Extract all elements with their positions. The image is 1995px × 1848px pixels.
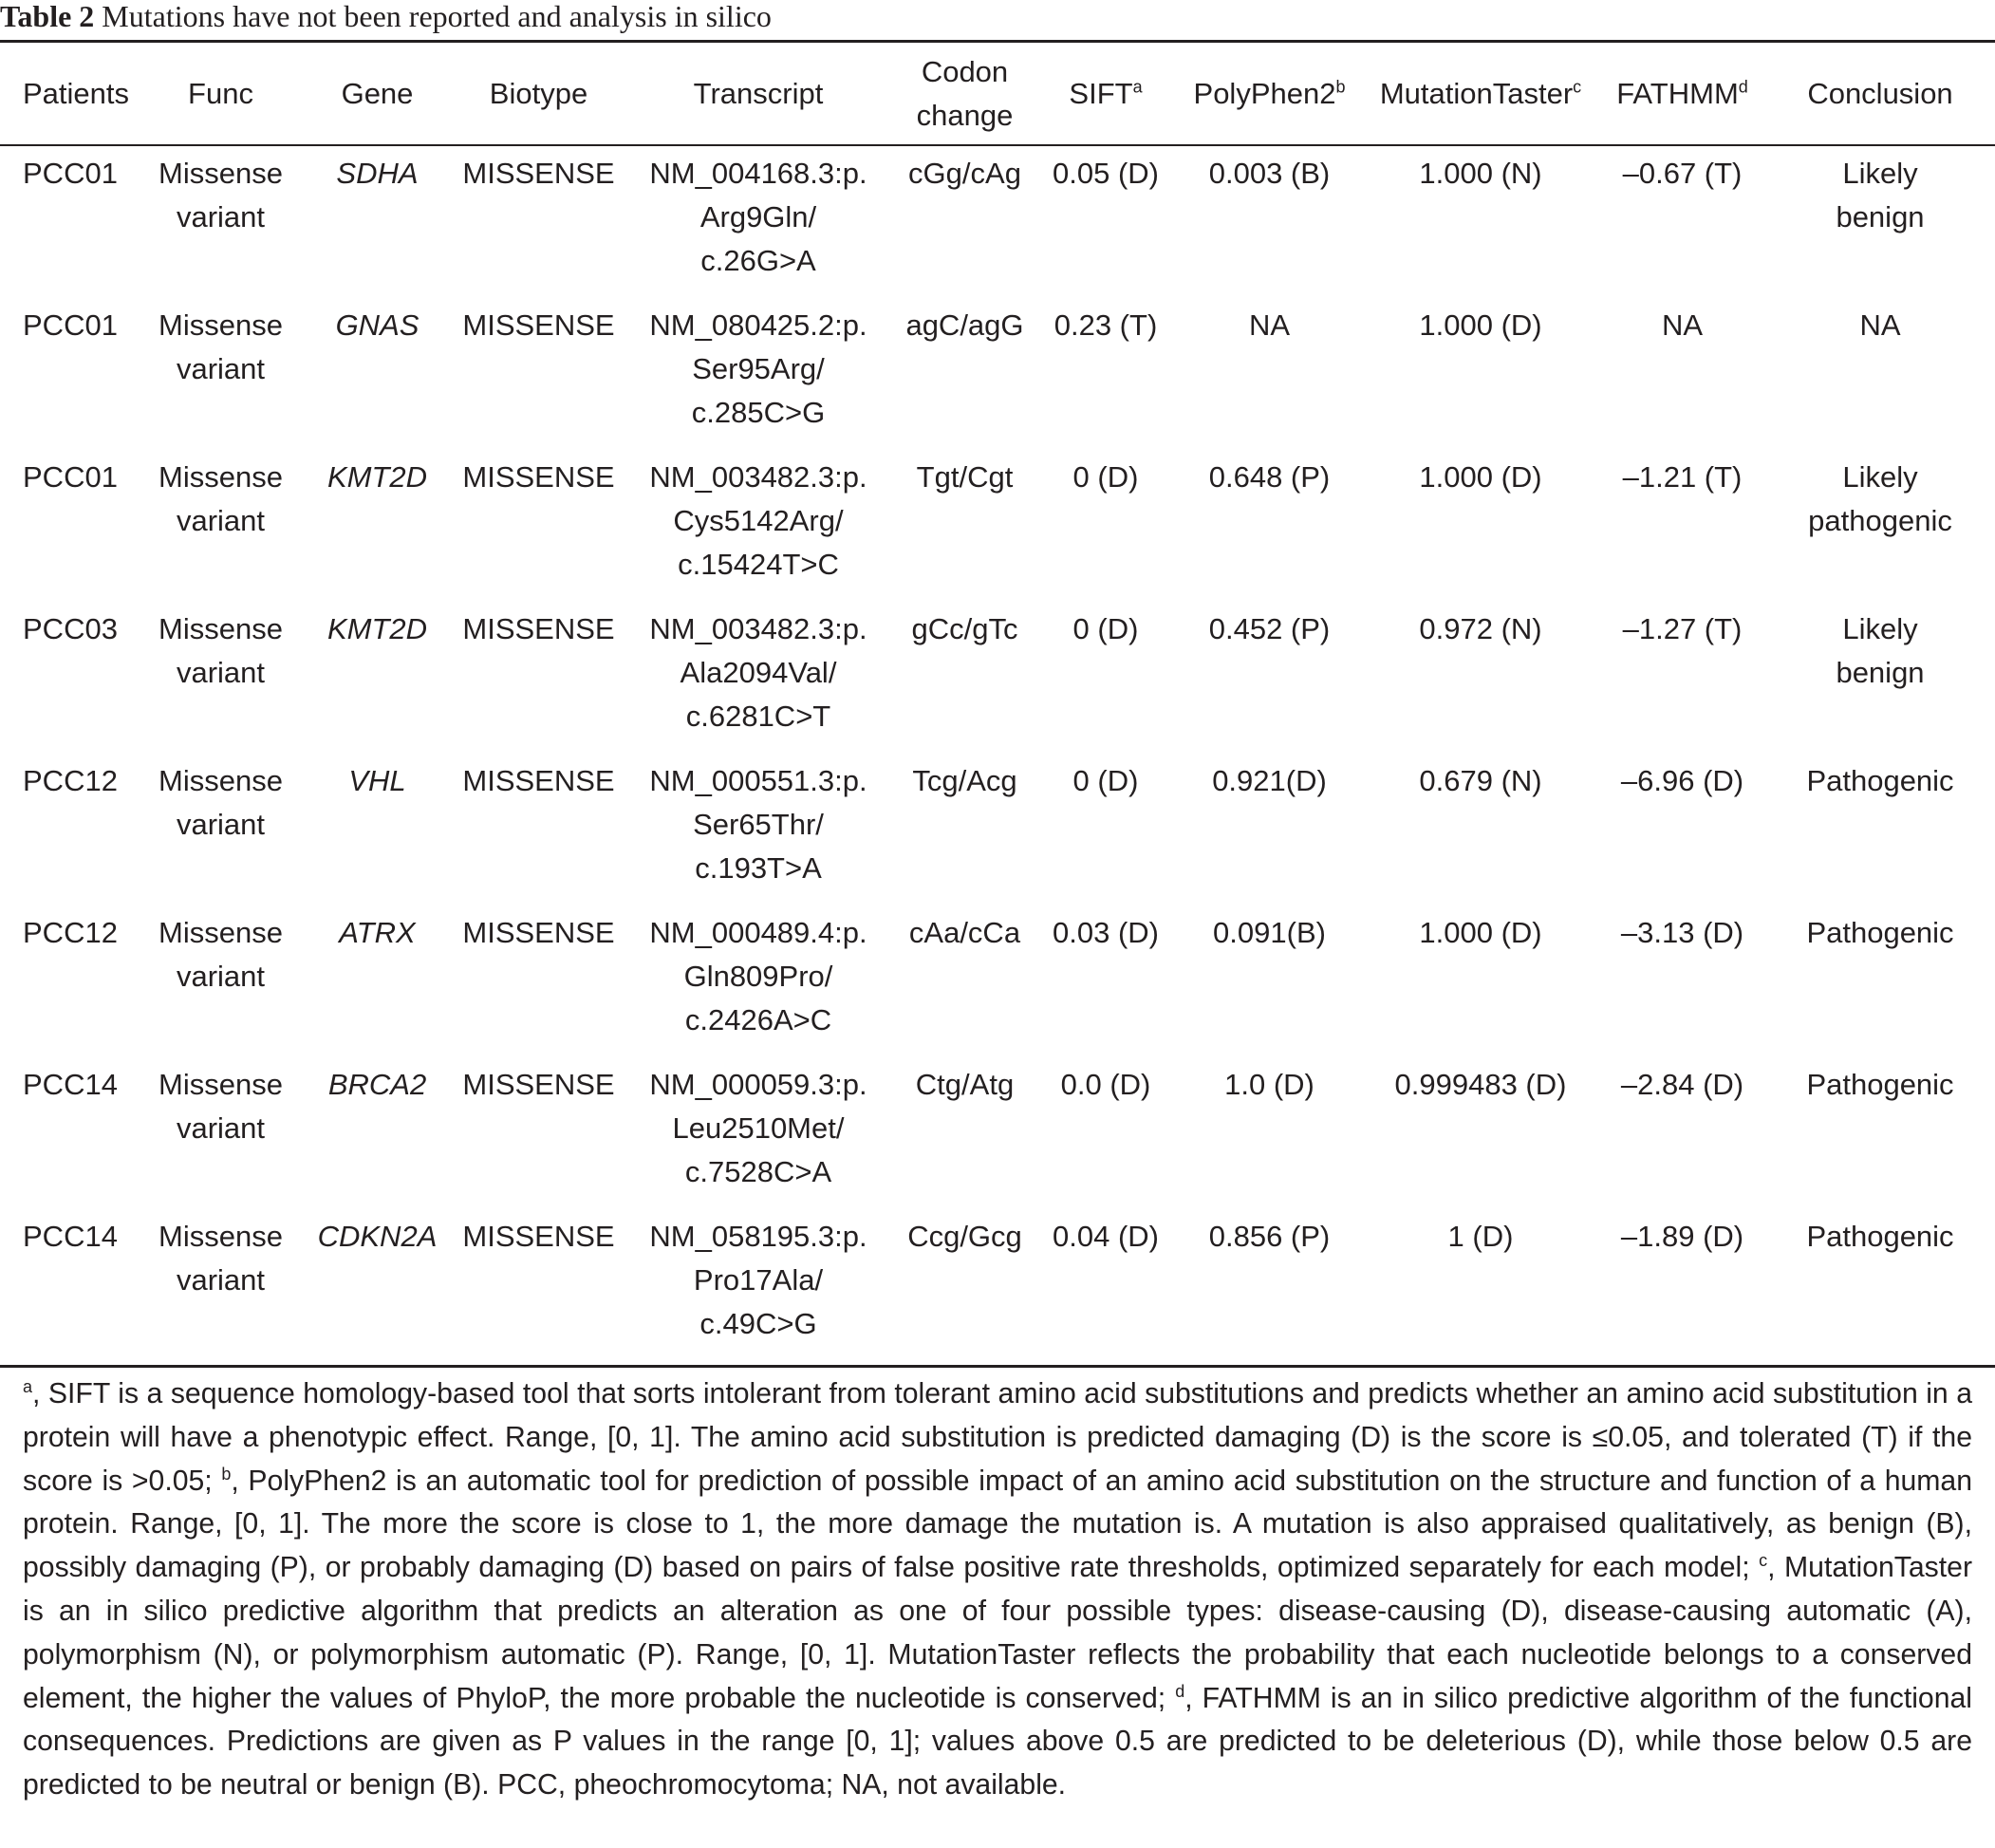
cell-biotype: MISSENSE — [462, 612, 615, 645]
cell-gene: KMT2D — [326, 612, 428, 645]
cell-fathmm: NA — [1661, 308, 1704, 342]
table-row — [0, 1063, 1995, 1215]
cell-conclusion: Pathogenic — [1806, 1068, 1954, 1101]
cell-mutationtaster: 0.679 (N) — [1419, 764, 1542, 797]
table-body — [0, 144, 1995, 1367]
col-header-func: Func — [188, 76, 253, 110]
cell-gene: GNAS — [335, 308, 420, 342]
cell-conclusion: Pathogenic — [1806, 764, 1954, 797]
cell-fathmm: –1.21 (T) — [1622, 460, 1743, 494]
cell-patient: PCC01 — [23, 157, 118, 190]
cell-mutationtaster: 0.999483 (D) — [1394, 1068, 1567, 1101]
cell-mutationtaster: 1.000 (D) — [1419, 916, 1542, 949]
cell-sift: 0.0 (D) — [1060, 1068, 1151, 1101]
cell-transcript: NM_080425.2:p. Ser95Arg/ c.285C>G — [649, 308, 867, 429]
cell-func: Missense variant — [158, 916, 283, 993]
cell-polyphen2: 0.648 (P) — [1208, 460, 1331, 494]
table-row — [0, 144, 1995, 304]
cell-polyphen2: 0.452 (P) — [1208, 612, 1331, 645]
cell-codon-change: cGg/cAg — [908, 157, 1021, 190]
cell-func: Missense variant — [158, 460, 283, 537]
cell-polyphen2: 0.856 (P) — [1208, 1220, 1331, 1253]
col-header-fathmm: FATHMM$^d$ — [1616, 76, 1748, 110]
cell-transcript: NM_003482.3:p. Ala2094Val/ c.6281C>T — [649, 612, 867, 733]
table-row — [0, 911, 1995, 1063]
table-row — [0, 304, 1995, 456]
footnote-d-mark: d — [1175, 1681, 1185, 1701]
footnote-mark-a: a — [1132, 77, 1143, 97]
cell-fathmm: –3.13 (D) — [1620, 916, 1744, 949]
cell-sift: 0 (D) — [1072, 460, 1139, 494]
cell-codon-change: gCc/gTc — [911, 612, 1018, 645]
cell-polyphen2: 0.921(D) — [1212, 764, 1327, 797]
footnote-mark-b: b — [1335, 77, 1346, 97]
cell-conclusion: Likely benign — [1836, 612, 1925, 689]
cell-gene: VHL — [348, 764, 406, 797]
cell-conclusion: Pathogenic — [1806, 916, 1954, 949]
cell-func: Missense variant — [158, 308, 283, 385]
cell-patient: PCC01 — [23, 460, 118, 494]
cell-polyphen2: NA — [1248, 308, 1291, 342]
cell-gene: ATRX — [339, 916, 416, 949]
col-header-conclusion: Conclusion — [1807, 76, 1953, 110]
cell-patient: PCC12 — [23, 764, 118, 797]
cell-sift: 0.04 (D) — [1053, 1220, 1159, 1253]
cell-transcript: NM_000551.3:p. Ser65Thr/ c.193T>A — [649, 764, 867, 885]
footnote-a-text: , SIFT is a sequence homology-based tool that sorts intolerant from tolerant amino acid substitutions and predicts whether an amino acid substitution in a protein will have a phenotypic effect. Range, [0, 1]. The amino acid substitution is predicted damaging (D) is the score is ≤0.05, and tolerated (T) if the score is >0.05; — [23, 1378, 1972, 1497]
cell-patient: PCC01 — [23, 308, 118, 342]
footnote-mark-c: c — [1573, 77, 1582, 97]
cell-patient: PCC12 — [23, 916, 118, 949]
cell-transcript: NM_003482.3:p. Cys5142Arg/ c.15424T>C — [649, 460, 867, 581]
cell-mutationtaster: 1.000 (N) — [1419, 157, 1542, 190]
table-label: Table 2 — [0, 0, 95, 33]
cell-patient: PCC14 — [23, 1220, 118, 1253]
col-header-polyphen2: PolyPhen2$^b$ — [1193, 76, 1346, 110]
cell-func: Missense variant — [158, 612, 283, 689]
cell-polyphen2: 0.003 (B) — [1208, 157, 1331, 190]
col-header-codon-change: Codon change — [916, 54, 1014, 132]
table-row — [0, 607, 1995, 759]
cell-transcript: NM_000489.4:p. Gln809Pro/ c.2426A>C — [649, 916, 867, 1036]
footnote-c-text: , MutationTaster is an in silico predictive algorithm that predicts an alteration as one of four possible types: disease-causing (D), disease-causing automatic (A), polymorphism (N), or polymorphism automatic (P). Range, [0, 1]. MutationTaster reflects the probability that each nucleotide belongs to a conserved element, the higher the values of PhyloP, the more probable the nucleotide is conserved; — [23, 1552, 1972, 1714]
col-header-patients: Patients — [23, 76, 130, 110]
cell-fathmm: –1.27 (T) — [1622, 612, 1743, 645]
footnote-b-text: , PolyPhen2 is an automatic tool for prediction of possible impact of an amino acid substitution on the structure and function of a human protein. Range, [0, 1]. The more the score is close to 1, the more damage the mutation is. A mutation is also appraised qualitatively, as benign (B), possibly damaging (P), or probably damaging (D) based on pairs of false positive rate thresholds, optimized separately for each model; — [23, 1465, 1972, 1584]
cell-patient: PCC14 — [23, 1068, 118, 1101]
cell-codon-change: Ccg/Gcg — [907, 1220, 1022, 1253]
cell-patient: PCC03 — [23, 612, 118, 645]
cell-codon-change: agC/agG — [905, 308, 1024, 342]
col-header-mutationtaster: MutationTaster$^c$ — [1379, 76, 1582, 110]
cell-fathmm: –2.84 (D) — [1620, 1068, 1744, 1101]
footnote-a-mark: a — [23, 1376, 33, 1396]
table-row — [0, 759, 1995, 911]
cell-func: Missense variant — [158, 1220, 283, 1297]
cell-biotype: MISSENSE — [462, 157, 615, 190]
cell-gene: BRCA2 — [327, 1068, 427, 1101]
cell-gene: SDHA — [336, 157, 419, 190]
col-header-biotype: Biotype — [489, 76, 588, 110]
table-row — [0, 456, 1995, 607]
cell-conclusion: Likely benign — [1836, 157, 1925, 233]
cell-func: Missense variant — [158, 1068, 283, 1145]
cell-func: Missense variant — [158, 157, 283, 233]
cell-mutationtaster: 1.000 (D) — [1419, 460, 1542, 494]
table-row — [0, 1215, 1995, 1367]
cell-transcript: NM_058195.3:p. Pro17Ala/ c.49C>G — [649, 1220, 867, 1340]
cell-sift: 0.05 (D) — [1053, 157, 1159, 190]
cell-fathmm: –6.96 (D) — [1620, 764, 1744, 797]
footnote-b-mark: b — [221, 1464, 232, 1484]
cell-mutationtaster: 1 (D) — [1447, 1220, 1514, 1253]
cell-codon-change: Tgt/Cgt — [916, 460, 1014, 494]
table-title: Mutations have not been reported and analysis in silico — [102, 0, 772, 33]
cell-polyphen2: 1.0 (D) — [1224, 1068, 1314, 1101]
cell-biotype: MISSENSE — [462, 460, 615, 494]
footnote-d-text: , FATHMM is an in silico predictive algorithm of the functional consequences. Predictions are given as P values in the range [0, 1]; values above 0.5 are predicted to be deleterious (D), while those below 0.5 are predicted to be neutral or benign (B). PCC, pheochromocytoma; NA, not available. — [23, 1682, 1972, 1801]
cell-func: Missense variant — [158, 764, 283, 841]
cell-conclusion: Pathogenic — [1806, 1220, 1954, 1253]
col-header-sift: SIFT$^a$ — [1069, 76, 1143, 110]
cell-conclusion: Likely pathogenic — [1808, 460, 1952, 537]
cell-conclusion: NA — [1859, 308, 1901, 342]
cell-mutationtaster: 0.972 (N) — [1419, 612, 1542, 645]
table-footnote — [23, 1372, 1972, 1807]
cell-codon-change: cAa/cCa — [908, 916, 1021, 949]
cell-fathmm: –1.89 (D) — [1620, 1220, 1744, 1253]
cell-sift: 0.03 (D) — [1053, 916, 1159, 949]
cell-gene: KMT2D — [326, 460, 428, 494]
cell-transcript: NM_004168.3:p. Arg9Gln/ c.26G>A — [649, 157, 867, 277]
table-caption — [0, 0, 1995, 36]
cell-biotype: MISSENSE — [462, 764, 615, 797]
cell-biotype: MISSENSE — [462, 916, 615, 949]
cell-transcript: NM_000059.3:p. Leu2510Met/ c.7528C>A — [649, 1068, 867, 1188]
cell-codon-change: Tcg/Acg — [912, 764, 1017, 797]
cell-sift: 0 (D) — [1072, 764, 1139, 797]
col-header-gene: Gene — [341, 76, 414, 110]
cell-biotype: MISSENSE — [462, 1068, 615, 1101]
mutation-table — [0, 43, 1995, 1367]
header-row — [0, 43, 1995, 144]
cell-polyphen2: 0.091(B) — [1213, 916, 1326, 949]
footnote-mark-d: d — [1738, 77, 1748, 97]
footnote-c-mark: c — [1759, 1551, 1768, 1571]
cell-codon-change: Ctg/Atg — [915, 1068, 1015, 1101]
col-header-transcript: Transcript — [693, 76, 824, 110]
cell-fathmm: –0.67 (T) — [1622, 157, 1743, 190]
cell-biotype: MISSENSE — [462, 308, 615, 342]
cell-sift: 0.23 (T) — [1053, 308, 1158, 342]
cell-biotype: MISSENSE — [462, 1220, 615, 1253]
cell-gene: CDKN2A — [317, 1220, 438, 1253]
cell-sift: 0 (D) — [1072, 612, 1139, 645]
cell-mutationtaster: 1.000 (D) — [1419, 308, 1542, 342]
